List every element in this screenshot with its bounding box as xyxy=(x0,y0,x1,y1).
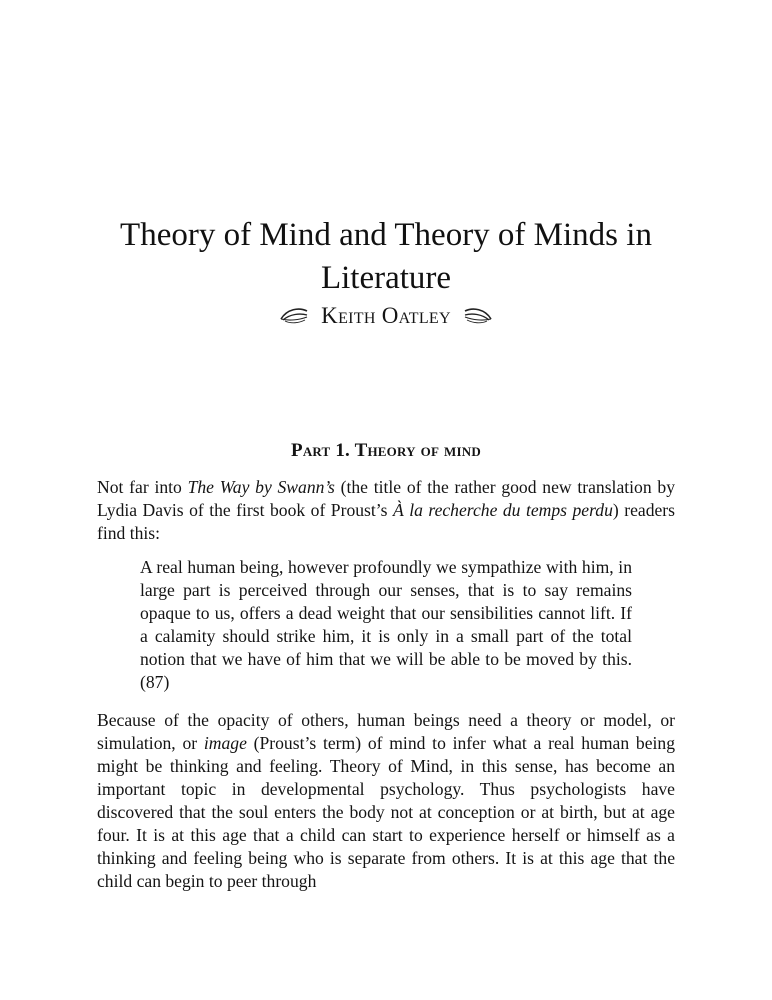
term-image: image xyxy=(203,733,247,753)
flourish-left-icon xyxy=(279,305,309,325)
book-title-proust: À la recherche du temps perdu xyxy=(392,500,613,520)
paragraph-intro-text-3: ) readers find this: xyxy=(97,500,676,543)
paragraph-opacity-text-2: (Proust’s term) of mind to infer what a real human being might be thinking and feeling. Theory of Mind, in this sense, has become an important topic in developmental psychology. Thus psychologists have discovered that the soul enters the body not at conception or at birth, but at age four. It is at this age that a child can start to experience herself or himself as a thinking and feeling being who is separate from others. It is at this age that the child can begin to peer through xyxy=(97,733,675,891)
paragraph-opacity-text-1: Because of the opacity of others, human beings need a theory or model, or simulation, or xyxy=(97,710,675,753)
block-quote: A real human being, however profoundly we sympathize with him, in large part is perceived through our senses, that is to say remains opaque to us, offers a dead weight that our sensibilities cannot lift. If a calamity should strike him, it is only in a small part of the total notion that we have of him that we will be able to be moved by this. (87) xyxy=(140,557,632,692)
flourish-right-icon xyxy=(463,305,493,325)
author-name: Keith Oatley xyxy=(321,303,451,328)
paragraph-intro-text-1: Not far into xyxy=(97,477,188,497)
author-line xyxy=(60,297,712,335)
section-heading: Part 1. Theory of mind xyxy=(291,440,481,461)
paragraph-intro xyxy=(97,476,675,545)
paragraph-opacity xyxy=(97,709,675,893)
paragraph-intro-text-2: (the title of the rather good new translation by Lydia Davis of the first book of Proust’s xyxy=(97,477,675,520)
article-title: Theory of Mind and Theory of Minds in Literature xyxy=(120,217,652,296)
book-title-swanns-way: The Way by Swann’s xyxy=(187,477,335,497)
